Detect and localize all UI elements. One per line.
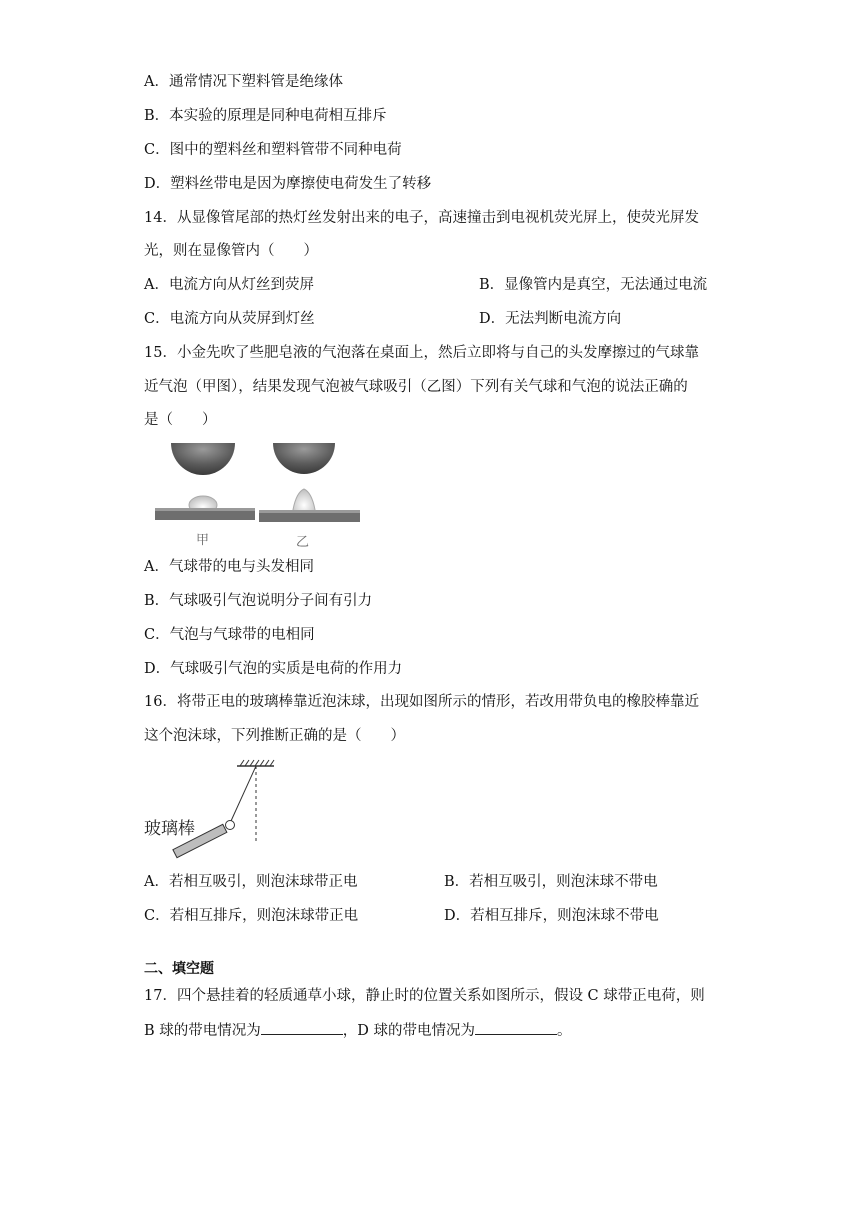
q16-stem-line2: 这个泡沫球，下列推断正确的是（ ） [144, 728, 405, 744]
q14-option-d: D．无法判断电流方向 [479, 311, 622, 327]
glass-rod-label: 玻璃棒 [144, 819, 195, 839]
q17-text-d: ，D 球的带电情况为 [342, 1023, 475, 1039]
pendulum-diagram [144, 758, 284, 860]
q13-option-b: B．本实验的原理是同种电荷相互排斥 [144, 108, 387, 124]
foam-ball [226, 821, 235, 830]
q14-stem-line1: 14．从显像管尾部的热灯丝发射出来的电子，高速撞击到电视机荧光屏上，使荧光屏发 [144, 210, 699, 226]
q15-option-c: C．气泡与气球带的电相同 [144, 627, 315, 643]
balloon-bubble-photo [155, 443, 360, 549]
q17-text-b: B 球的带电情况为 [144, 1023, 261, 1039]
balloon-left [171, 443, 235, 475]
section-heading-fill-in: 二、填空题 [144, 961, 214, 977]
q14-stem-line2: 光，则在显像管内（ ） [144, 243, 318, 259]
q14-option-a: A．电流方向从灯丝到荧屏 [144, 277, 314, 293]
q17-text-end: 。 [557, 1023, 572, 1039]
q14-option-b: B．显像管内是真空，无法通过电流 [479, 277, 708, 293]
q15-stem-line1: 15．小金先吹了些肥皂液的气泡落在桌面上，然后立即将与自己的头发摩擦过的气球靠 [144, 345, 699, 361]
q14-option-c: C．电流方向从荧屏到灯丝 [144, 311, 315, 327]
balloon-bubble-figure [155, 443, 360, 549]
q13-option-c: C．图中的塑料丝和塑料管带不同种电荷 [144, 142, 402, 158]
q17-stem-line1: 17．四个悬挂着的轻质通草小球，静止时的位置关系如图所示，假设 C 球带正电荷，则 [144, 988, 705, 1004]
q16-stem-line1: 16．将带正电的玻璃棒靠近泡沫球，出现如图所示的情形，若改用带负电的橡胶棒靠近 [144, 694, 699, 710]
q16-option-c: C．若相互排斥，则泡沫球带正电 [144, 908, 359, 924]
figure-label-jia: 甲 [196, 533, 210, 548]
q15-stem-line3: 是（ ） [144, 412, 217, 428]
q16-option-d: D．若相互排斥，则泡沫球不带电 [444, 908, 659, 924]
q13-option-d: D．塑料丝带电是因为摩擦使电荷发生了转移 [144, 176, 432, 192]
q13-option-a: A．通常情况下塑料管是绝缘体 [144, 74, 343, 90]
balloon-right [273, 443, 335, 474]
q16-option-b: B．若相互吸引，则泡沫球不带电 [444, 874, 658, 890]
glass-rod-figure [144, 758, 284, 860]
q17-stem-line2 [144, 1020, 572, 1041]
q15-option-b: B．气球吸引气泡说明分子间有引力 [144, 593, 373, 609]
answer-blank-d[interactable] [475, 1020, 557, 1035]
figure-label-yi: 乙 [296, 535, 310, 550]
answer-blank-b[interactable] [261, 1020, 343, 1035]
q15-option-a: A．气球带的电与头发相同 [144, 559, 314, 575]
q15-stem-line2: 近气泡（甲图），结果发现气泡被气球吸引（乙图）下列有关气球和气泡的说法正确的 [144, 379, 688, 395]
thread [231, 766, 256, 821]
q15-option-d: D．气球吸引气泡的实质是电荷的作用力 [144, 661, 403, 677]
q16-option-a: A．若相互吸引，则泡沫球带正电 [144, 874, 358, 890]
